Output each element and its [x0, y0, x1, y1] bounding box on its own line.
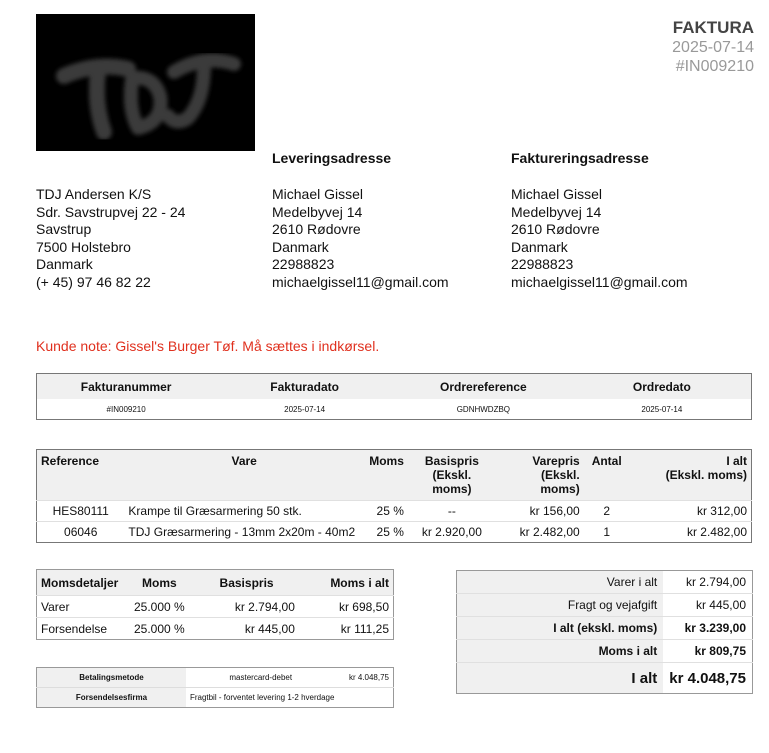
header-base-price-line1: Basispris [424, 454, 479, 468]
delivery-email: michaelgissel11@gmail.com [272, 273, 449, 290]
header-order-reference: Ordrereference [394, 374, 573, 400]
header-base-price-line2: (Ekskl. moms) [432, 468, 472, 496]
delivery-line: Medelbyvej 14 [272, 203, 363, 220]
table-row [37, 618, 394, 640]
table-row [457, 571, 753, 594]
delivery-line: 2610 Rødovre [272, 221, 361, 238]
vat-base: kr 445,00 [244, 621, 295, 636]
delivery-line: 22988823 [272, 256, 335, 273]
item-total: kr 312,00 [696, 504, 747, 518]
seller-address [36, 186, 185, 292]
vat-category: Varer [41, 599, 70, 614]
header-reference: Reference [37, 450, 125, 501]
billing-line: Danmark [511, 238, 568, 255]
billing-line: 2610 Rødovre [511, 221, 600, 238]
item-base-price: -- [447, 504, 456, 518]
payment-shipping-table [36, 667, 394, 708]
table-header-row [37, 570, 394, 596]
customer-note: Kunde note: Gissel's Burger Tøf. Må sættes i indkørsel. [36, 338, 380, 354]
table-row [457, 640, 753, 663]
table-row [37, 688, 394, 708]
header-quantity: Antal [584, 450, 630, 501]
order-reference-cell: GDNHWDZBQ [456, 404, 511, 414]
header-vat: Moms [364, 450, 408, 501]
logo-graphic [36, 14, 255, 151]
table-row [37, 522, 752, 543]
invoice-meta-table [36, 373, 752, 420]
shipping-label: Fragt og vejafgift [457, 594, 664, 617]
header-vat-total: Moms i alt [299, 570, 394, 596]
header-unit-price-line1: Varepris [532, 454, 580, 468]
vat-category: Forsendelse [41, 621, 108, 636]
header-unit-price [496, 450, 584, 501]
header-unit-price-line2: (Ekskl. moms) [540, 468, 580, 496]
seller-line: Danmark [36, 256, 93, 273]
table-row [457, 617, 753, 640]
vat-total-value: kr 809,75 [694, 644, 746, 658]
header-base-price [408, 450, 496, 501]
header-vat-base: Basispris [194, 570, 299, 596]
header-invoice-number: Fakturanummer [37, 374, 216, 400]
item-reference: HES80111 [52, 504, 109, 518]
order-date-cell: 2025-07-14 [641, 404, 683, 414]
seller-line: Savstrup [36, 221, 92, 238]
item-reference: 06046 [64, 525, 98, 539]
seller-line: Sdr. Savstrupvej 22 - 24 [36, 203, 186, 220]
invoice-header [672, 18, 754, 76]
invoice-number-cell: #IN009210 [106, 404, 146, 414]
header-total [630, 450, 752, 501]
vat-base: kr 2.794,00 [234, 599, 295, 614]
table-row [37, 596, 394, 618]
company-logo [36, 14, 255, 151]
subtotal-value: kr 2.794,00 [685, 575, 746, 589]
invoice-number: #IN009210 [675, 58, 754, 75]
billing-address-heading: Faktureringsadresse [511, 150, 649, 166]
grand-total-value: kr 4.048,75 [669, 669, 746, 687]
header-total-line2: (Ekskl. moms) [665, 468, 747, 482]
table-row [457, 594, 753, 617]
item-quantity: 1 [603, 525, 611, 539]
item-product: TDJ Græsarmering - 13mm 2x20m - 40m2 [128, 525, 356, 539]
shipping-value: kr 445,00 [695, 598, 746, 612]
totals-table [456, 570, 753, 694]
delivery-address [272, 186, 449, 292]
item-product: Krampe til Græsarmering 50 stk. [128, 504, 302, 518]
total-excl-vat-value: kr 3.239,00 [684, 621, 746, 635]
invoice-date-cell: 2025-07-14 [284, 404, 326, 414]
item-vat: 25 % [376, 504, 404, 518]
billing-line: Michael Gissel [511, 186, 603, 202]
line-items-table [36, 449, 752, 543]
table-row [37, 501, 752, 522]
delivery-address-heading: Leveringsadresse [272, 150, 392, 166]
payment-method-value: mastercard-debet [229, 673, 293, 682]
seller-line: (+ 45) 97 46 82 22 [36, 273, 151, 290]
subtotal-label: Varer i alt [457, 571, 664, 594]
table-row [457, 663, 753, 694]
item-unit-price: kr 156,00 [529, 504, 580, 518]
invoice-date: 2025-07-14 [672, 39, 754, 56]
grand-total-label: I alt [457, 663, 664, 694]
delivery-line: Danmark [272, 238, 329, 255]
vat-rate: 25.000 % [134, 621, 185, 636]
header-order-date: Ordredato [573, 374, 752, 400]
seller-line: TDJ Andersen K/S [36, 186, 152, 202]
header-vat-details: Momsdetaljer [37, 570, 125, 596]
vat-amount: kr 111,25 [340, 621, 389, 636]
table-header-row [37, 450, 752, 501]
header-invoice-date: Fakturadato [215, 374, 394, 400]
vat-rate: 25.000 % [134, 599, 185, 614]
table-row [37, 399, 752, 420]
header-vat-rate: Moms [124, 570, 194, 596]
billing-address [511, 186, 688, 292]
item-total: kr 2.482,00 [686, 525, 747, 539]
payment-method-label: Betalingsmetode [37, 668, 186, 688]
invoice-title: FAKTURA [672, 18, 754, 37]
carrier-label: Forsendelsesfirma [37, 688, 186, 708]
vat-amount: kr 698,50 [338, 599, 389, 614]
header-product: Vare [124, 450, 364, 501]
vat-total-label: Moms i alt [457, 640, 664, 663]
item-vat: 25 % [376, 525, 404, 539]
carrier-value: Fragtbil - forventet levering 1-2 hverdage [189, 693, 335, 702]
total-excl-vat-label: I alt (ekskl. moms) [457, 617, 664, 640]
billing-line: 22988823 [511, 256, 574, 273]
billing-line: Medelbyvej 14 [511, 203, 602, 220]
item-quantity: 2 [603, 504, 611, 518]
item-unit-price: kr 2.482,00 [519, 525, 580, 539]
delivery-line: Michael Gissel [272, 186, 364, 202]
seller-line: 7500 Holstebro [36, 238, 131, 255]
payment-amount: kr 4.048,75 [348, 673, 389, 682]
item-base-price: kr 2.920,00 [421, 525, 482, 539]
billing-email: michaelgissel11@gmail.com [511, 273, 688, 290]
header-total-line1: I alt [726, 454, 747, 468]
table-header-row [37, 374, 752, 400]
table-row [37, 668, 394, 688]
vat-details-table [36, 569, 394, 640]
